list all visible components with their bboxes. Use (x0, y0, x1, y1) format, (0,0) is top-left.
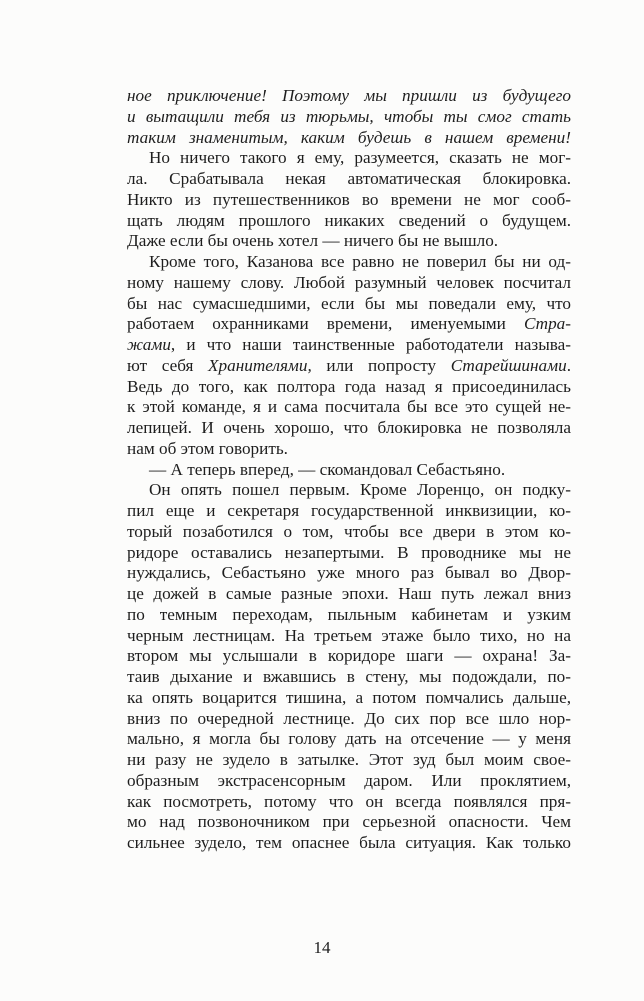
text-line (127, 792, 571, 813)
italic-text-run: таким знаменитым, каким будешь в нашем времени! (127, 127, 571, 147)
text-run: вниз по очередной лестнице. До сих пор все шло нор- (127, 708, 571, 728)
text-run: по темным переходам, пыльным кабинетам и узким (127, 604, 571, 624)
text-line (127, 377, 571, 398)
text-line (127, 709, 571, 730)
text-run: работаем охранниками времени, именуемыми (127, 314, 524, 334)
text-line (127, 128, 571, 149)
text-run: нам об этом говорить. (127, 438, 288, 458)
text-line (127, 169, 571, 190)
text-run: Кроме того, Казанова все равно не поверил бы ни од- (149, 252, 571, 271)
text-run: Никто из путешественников во времени не мог сооб- (127, 189, 571, 209)
text-run: Но ничего такого я ему, разумеется, сказать не мог- (149, 148, 571, 168)
italic-text-run: жами (127, 335, 171, 354)
text-run: ют себя (127, 355, 209, 375)
text-run: черным лестницам. На третьем этаже было тихо, но на (127, 625, 571, 645)
text-line (127, 563, 571, 584)
text-run: — А теперь вперед, — скомандовал Себастьяно. (149, 459, 506, 479)
text-line (127, 480, 571, 501)
text-run: ла. Срабатывала некая автоматическая блокировка. (127, 169, 571, 188)
italic-text-run: и вытащили тебя из тюрьмы, чтобы ты смог стать (127, 106, 571, 126)
text-line (127, 314, 571, 335)
text-run: бы нас сумасшедшими, если бы мы поведали ему, что (127, 293, 571, 313)
text-line (127, 294, 571, 315)
text-line (127, 771, 571, 792)
text-run: как посмотреть, потому что он всегда появлялся пря- (127, 791, 571, 811)
text-line (127, 335, 571, 356)
text-run: втором мы услышали в коридоре шаги — охрана! За- (127, 646, 571, 666)
text-line (127, 688, 571, 709)
text-run: Он опять пошел первым. Кроме Лоренцо, он подку- (149, 480, 571, 500)
text-run: мально, я могла бы голову дать на отсечение — у меня (127, 729, 571, 749)
text-run: це дожей в самые разные эпохи. Наш путь лежал вниз (127, 584, 571, 603)
text-line (127, 252, 571, 273)
text-line (127, 543, 571, 564)
text-line (127, 107, 571, 128)
text-run: ни разу не зудело в затылке. Этот зуд был моим свое- (127, 750, 571, 769)
italic-text-run: Старейшинами (450, 355, 567, 375)
text-line (127, 148, 571, 169)
text-run: нуждались, Себастьяно уже много раз бывал во Двор- (127, 563, 571, 583)
text-run: торый позаботился о том, чтобы все двери в этом ко- (127, 521, 571, 541)
text-line (127, 667, 571, 688)
text-line (127, 356, 571, 377)
text-line (127, 231, 571, 252)
text-line (127, 86, 571, 107)
text-run: пил еще и секретаря государственной инквизиции, ко- (127, 501, 571, 520)
text-line (127, 501, 571, 522)
text-line (127, 605, 571, 626)
text-line (127, 750, 571, 771)
italic-text-run: Стра- (523, 314, 571, 334)
text-run: мо над позвоночником при серьезной опасности. Чем (127, 812, 571, 832)
text-run: Ведь до того, как полтора года назад я присоединилась (127, 376, 571, 396)
text-line (127, 460, 571, 481)
text-run: . (566, 355, 571, 375)
text-line (127, 397, 571, 418)
text-line (127, 522, 571, 543)
text-line (127, 584, 571, 605)
text-line (127, 211, 571, 232)
book-page-text (127, 86, 571, 854)
text-run: Даже если бы очень хотел — ничего бы не вышло. (127, 231, 499, 251)
text-line (127, 418, 571, 439)
text-run: щать людям прошлого никаких сведений о будущем. (127, 210, 571, 230)
text-run: , и что наши таинственные работодатели называ- (170, 335, 571, 354)
text-run: ка опять воцарится тишина, а потом помчались дальше, (127, 687, 571, 707)
text-run: образным экстрасенсорным даром. Или проклятием, (127, 770, 571, 790)
text-line (127, 190, 571, 211)
text-run: к этой команде, я и сама посчитала бы все это сущей не- (127, 397, 571, 417)
text-run: или попросту (311, 355, 451, 375)
text-run: сильнее зудело, тем опаснее была ситуация. Как только (127, 833, 571, 852)
text-line (127, 273, 571, 294)
text-run: таив дыхание и вжавшись в стену, мы подождали, по- (127, 667, 571, 686)
italic-text-run: ное приключение! Поэтому мы пришли из будущего (127, 86, 571, 105)
text-line (127, 439, 571, 460)
italic-text-run: Хранителями, (208, 355, 312, 375)
page-number: 14 (313, 938, 331, 957)
text-line (127, 812, 571, 833)
text-line (127, 626, 571, 647)
text-run: ридоре оставались незапертыми. В проводнике мы не (127, 542, 571, 562)
text-line (127, 729, 571, 750)
text-run: ному нашему слову. Любой разумный человек посчитал (127, 272, 571, 292)
text-line (127, 646, 571, 667)
text-line (127, 833, 571, 854)
text-run: лепицей. И очень хорошо, что блокировка не позволяла (127, 418, 571, 437)
